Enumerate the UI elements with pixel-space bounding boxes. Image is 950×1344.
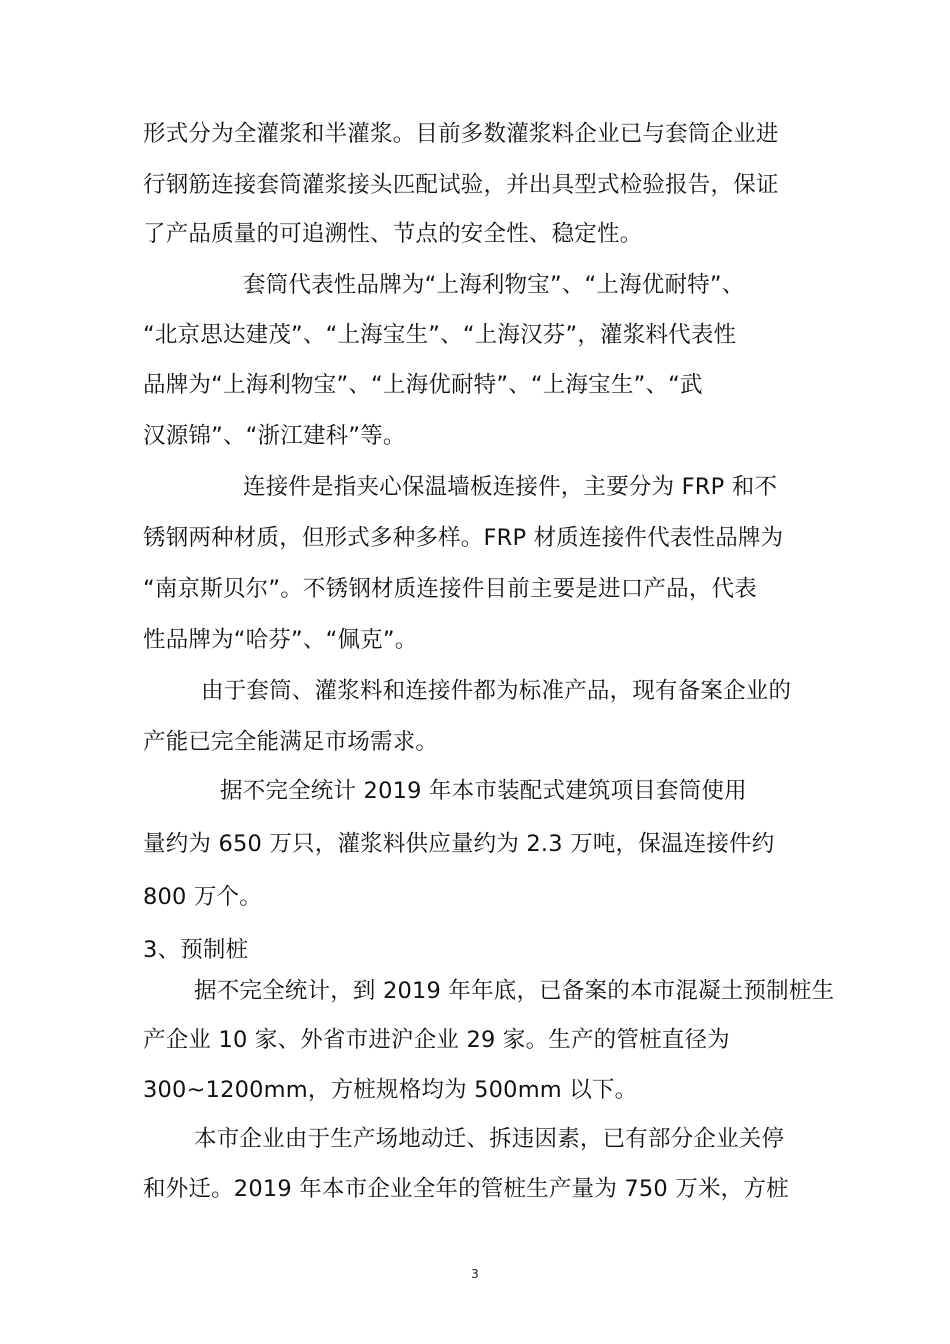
text-line: 产企业 10 家、外省市进沪企业 29 家。生产的管桩直径为 — [143, 1027, 730, 1053]
text-line: 了产品质量的可追溯性、节点的安全性、稳定性。 — [143, 221, 643, 247]
text-line: 据不完全统计 2019 年本市装配式建筑项目套筒使用 — [220, 778, 747, 804]
text-line: 量约为 650 万只，灌浆料供应量约为 2.3 万吨，保温连接件约 — [143, 831, 775, 857]
text-line: 产能已完全能满足市场需求。 — [143, 729, 439, 755]
section-heading: 3、预制桩 — [143, 937, 249, 963]
text-line: 连接件是指夹心保温墙板连接件，主要分为 FRP 和不 — [243, 474, 778, 500]
text-line: 和外迁。2019 年本市企业全年的管桩生产量为 750 万米，方桩 — [143, 1176, 789, 1202]
text-line: “南京斯贝尔”。不锈钢材质连接件目前主要是进口产品，代表 — [143, 576, 757, 602]
page-number: 3 — [471, 1267, 479, 1281]
text-line: 性品牌为“哈芬”、“佩克”。 — [143, 627, 418, 653]
text-line: 据不完全统计，到 2019 年年底，已备案的本市混凝土预制桩生 — [194, 978, 835, 1004]
text-line: 由于套筒、灌浆料和连接件都为标准产品，现有备案企业的 — [201, 678, 792, 704]
text-line: 300~1200mm，方桩规格均为 500mm 以下。 — [143, 1077, 638, 1103]
text-line: “北京思达建茂”、“上海宝生”、“上海汉芬”，灌浆料代表性 — [143, 322, 737, 348]
text-line: 锈钢两种材质，但形式多种多样。FRP 材质连接件代表性品牌为 — [143, 525, 784, 551]
text-line: 套筒代表性品牌为“上海利物宝”、“上海优耐特”、 — [243, 272, 745, 298]
text-line: 形式分为全灌浆和半灌浆。目前多数灌浆料企业已与套筒企业进 — [143, 121, 779, 147]
text-line: 行钢筋连接套筒灌浆接头匹配试验，并出具型式检验报告，保证 — [143, 172, 779, 198]
text-line: 800 万个。 — [143, 884, 262, 910]
text-line: 品牌为“上海利物宝”、“上海优耐特”、“上海宝生”、“武 — [143, 372, 703, 398]
text-line: 汉源锦”、“浙江建科”等。 — [143, 423, 406, 449]
text-line: 本市企业由于生产场地动迁、拆违因素，已有部分企业关停 — [194, 1126, 785, 1152]
